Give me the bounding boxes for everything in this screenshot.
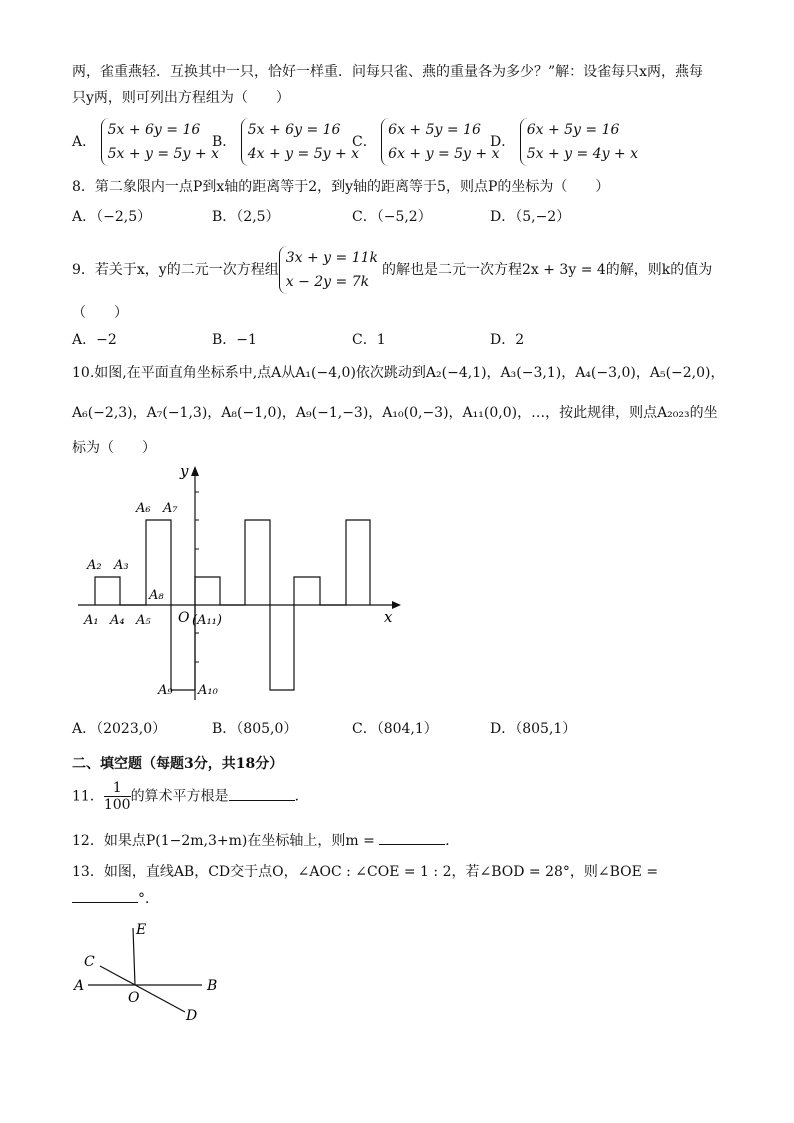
fraction <box>104 780 131 813</box>
label-a2: A₂ <box>87 558 102 573</box>
option-label: A． <box>72 134 97 150</box>
x-axis-arrow <box>392 601 401 609</box>
q13-end: °． <box>138 891 159 907</box>
q11-end: ． <box>294 788 309 805</box>
point-b: B <box>207 978 218 994</box>
q12 <box>72 830 459 851</box>
q7-line2: 只y两，则可列出方程组为（ ） <box>72 90 290 106</box>
q9-option-d[interactable]: D．2 <box>490 332 525 348</box>
q8-option-b[interactable]: B．（2,5） <box>212 209 280 225</box>
q13-line1: 13．如图，直线AB，CD交于点O，∠AOC : ∠COE = 1 : 2，若∠BOD = 28°，则∠BOE = <box>72 864 659 880</box>
y-axis-arrow <box>191 466 199 476</box>
label-a6: A₆ <box>136 501 151 516</box>
jump-path <box>95 520 370 690</box>
q11-num: 11． <box>72 788 104 805</box>
equation-2: x − 2y = 7k <box>285 274 370 290</box>
label-a1: A₁ <box>84 613 99 628</box>
option-label: C． <box>352 134 377 150</box>
q9-prefix: 9．若关于x，y的二元一次方程组 <box>72 262 279 278</box>
option-label: D． <box>490 134 516 150</box>
label-a8: A₈ <box>149 588 164 603</box>
q8-option-d[interactable]: D．（5,−2） <box>490 209 571 225</box>
point-c: C <box>84 954 95 970</box>
q9-paren: （ ） <box>72 305 128 321</box>
q10-option-b[interactable]: B．（805,0） <box>212 721 298 737</box>
q10-line3: 标为（ ） <box>72 440 156 456</box>
q7-option-a[interactable] <box>72 118 223 166</box>
a11-label: (A₁₁) <box>192 613 222 628</box>
q11 <box>72 780 309 813</box>
point-d: D <box>186 1008 198 1024</box>
equation-system <box>520 118 642 166</box>
equation-2: 5x + y = 4y + x <box>526 146 639 162</box>
equation-2: 6x + y = 5y + x <box>388 146 500 162</box>
label-a3: A₃ <box>114 558 129 573</box>
label-a7: A₇ <box>163 501 178 516</box>
equation-1: 5x + 6y = 16 <box>247 122 341 138</box>
equation-2: 4x + y = 5y + x <box>247 146 360 162</box>
point-a: A <box>74 978 85 994</box>
equation-system <box>279 246 382 294</box>
fraction-numerator: 1 <box>104 780 131 797</box>
equation-1: 6x + 5y = 16 <box>388 122 481 138</box>
q10-option-c[interactable]: C．（804,1） <box>352 721 438 737</box>
answer-blank[interactable] <box>379 830 445 845</box>
ray-oe <box>133 928 135 985</box>
label-a5: A₅ <box>136 613 151 628</box>
q9-option-a[interactable]: A．−2 <box>72 332 117 348</box>
label-a10: A₁₀ <box>198 683 218 698</box>
q7-option-b[interactable] <box>212 118 363 166</box>
equation-system <box>101 118 223 166</box>
axis-y-label: y <box>180 462 189 480</box>
equation-system <box>381 118 503 166</box>
origin-label: O <box>178 610 190 626</box>
q13-figure <box>70 920 240 1030</box>
q7-option-d[interactable] <box>490 118 642 166</box>
q7-option-c[interactable] <box>352 118 504 166</box>
section-title: 二、填空题（每题3分，共18分） <box>72 756 284 772</box>
q7-line1: 两，雀重燕轻．互换其中一只，恰好一样重．问每只雀、燕的重量各为多少？”解：设雀每只x两，燕每 <box>72 64 704 80</box>
label-a4: A₄ <box>110 613 125 628</box>
q9-stem <box>72 246 712 294</box>
fraction-denominator: 100 <box>103 797 131 813</box>
q10-option-a[interactable]: A．（2023,0） <box>72 721 167 737</box>
q11-text: 的算术平方根是 <box>130 788 229 805</box>
equation-system <box>241 118 363 166</box>
equation-2: 5x + y = 5y + x <box>107 146 219 162</box>
equation-1: 6x + 5y = 16 <box>526 122 620 138</box>
equation-1: 3x + y = 11k <box>285 250 378 266</box>
line-cd <box>100 966 185 1012</box>
q8-option-a[interactable]: A．（−2,5） <box>72 209 152 225</box>
label-a9: A₉ <box>158 683 173 698</box>
option-label: B． <box>212 134 237 150</box>
q9-option-c[interactable]: C．1 <box>352 332 386 348</box>
q8-option-c[interactable]: C．（−5,2） <box>352 209 432 225</box>
answer-blank[interactable] <box>229 786 295 801</box>
q12-end: ． <box>445 833 460 849</box>
q12-text: 12．如果点P(1−2m,3+m)在坐标轴上，则m = <box>72 833 375 849</box>
q8-text: 8．第二象限内一点P到x轴的距离等于2，到y轴的距离等于5，则点P的坐标为（ ） <box>72 179 610 195</box>
q10-line1: 10.如图,在平面直角坐标系中,点A从A₁(−4,0)依次跳动到A₂(−4,1)，A₃(−3,1)，A₄(−3,0)，A₅(−2,0)， <box>72 365 725 381</box>
point-o: O <box>128 990 140 1006</box>
q10-option-d[interactable]: D．（805,1） <box>490 721 577 737</box>
q10-figure <box>70 462 410 712</box>
q9-suffix: 的解也是二元一次方程2x + 3y = 4的解，则k的值为 <box>382 262 713 278</box>
q10-line2: A₆(−2,3)，A₇(−1,3)，A₈(−1,0)，A₉(−1,−3)，A₁₀(0,−3)，A₁₁(0,0)，…，按此规律，则点A₂₀₂₃的坐 <box>72 405 718 421</box>
q9-option-b[interactable]: B．−1 <box>212 332 257 348</box>
point-e: E <box>136 922 147 938</box>
q13-line2 <box>72 888 159 909</box>
axis-x-label: x <box>384 608 393 626</box>
equation-1: 5x + 6y = 16 <box>107 122 201 138</box>
answer-blank[interactable] <box>72 888 138 903</box>
